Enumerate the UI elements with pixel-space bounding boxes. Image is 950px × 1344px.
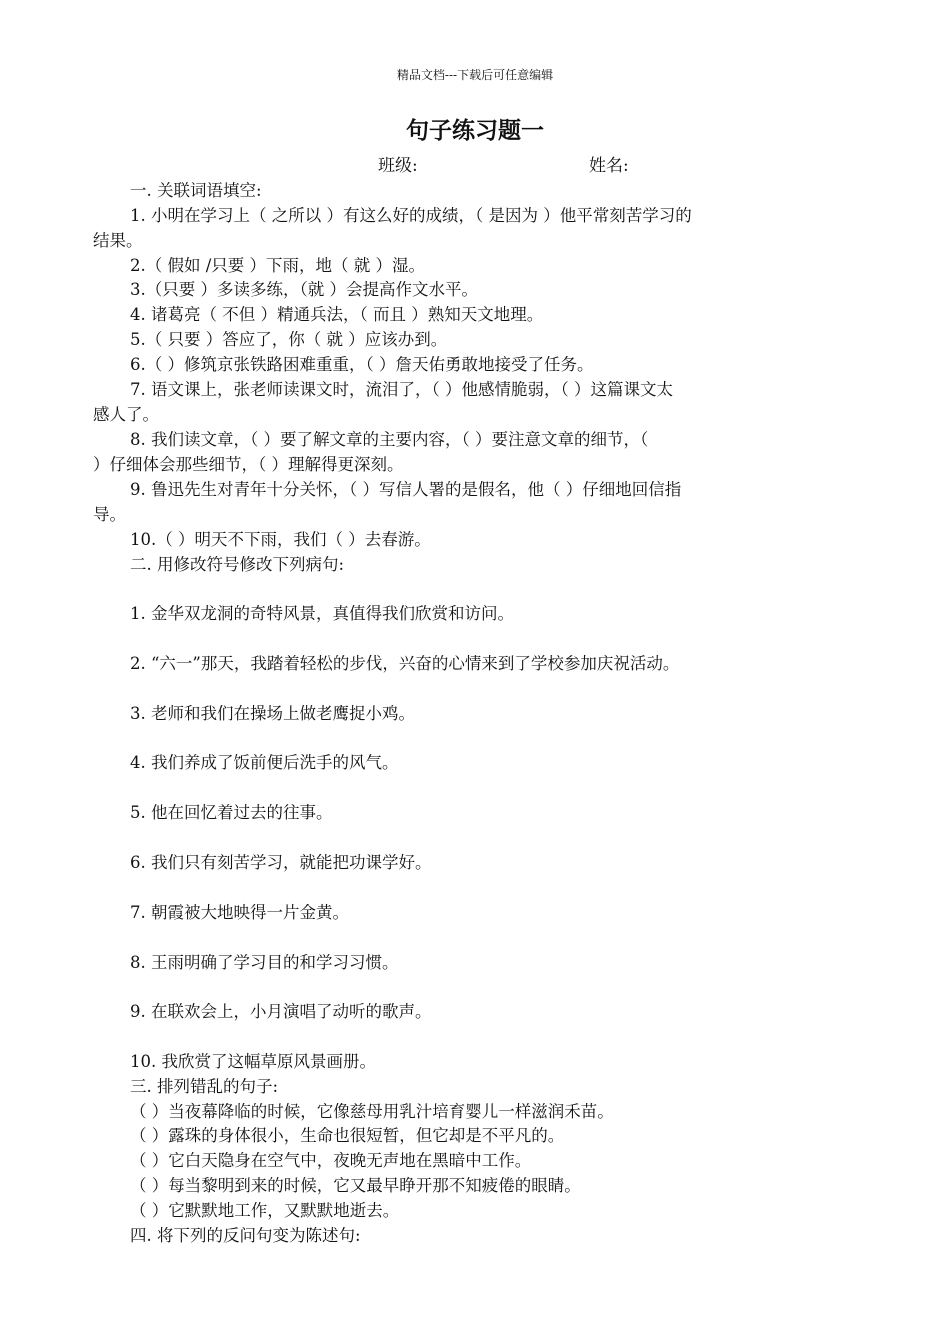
page-header: 精品文档---下载后可任意编辑 (396, 68, 554, 82)
section1-item: 3.（只要 ）多读多练，（就 ）会提高作文水平。 (130, 280, 478, 299)
section1-item: 2.（ 假如 /只要 ）下雨，地（ 就 ）湿。 (130, 256, 426, 275)
section2-item: 5. 他在回忆着过去的往事。 (130, 803, 333, 822)
section2-item: 4. 我们养成了饭前便后洗手的风气。 (130, 753, 399, 772)
section3-item: （ ）露珠的身体很小，生命也很短暂，但它却是不平凡的。 (130, 1126, 565, 1145)
section3-item: （ ）它白天隐身在空气中，夜晚无声地在黑暗中工作。 (130, 1151, 532, 1170)
section2-item: 9. 在联欢会上，小月演唱了动听的歌声。 (130, 1002, 432, 1021)
section3-item: （ ）它默默地工作，又默默地逝去。 (130, 1201, 400, 1220)
section1-item: 导。 (93, 505, 126, 524)
section1-item: ）仔细体会那些细节，（ ）理解得更深刻。 (93, 455, 404, 474)
section1-item: 4. 诸葛亮（ 不但 ）精通兵法，（ 而且 ）熟知天文地理。 (130, 305, 544, 324)
section1-item: 结果。 (93, 231, 143, 250)
name-label: 姓名: (589, 156, 629, 176)
section1-item: 8. 我们读文章，（ ）要了解文章的主要内容，（ ）要注意文章的细节，（ (130, 430, 649, 449)
section3-item: （ ）当夜幕降临的时候，它像慈母用乳汁培育婴儿一样滋润禾苗。 (130, 1102, 614, 1121)
section2-item: 3. 老师和我们在操场上做老鹰捉小鸡。 (130, 704, 415, 723)
section1-item: 1. 小明在学习上（ 之所以 ）有这么好的成绩，（ 是因为 ）他平常刻苦学习的 (130, 206, 692, 225)
section2-item: 2. “六一”那天，我踏着轻松的步伐，兴奋的心情来到了学校参加庆祝活动。 (130, 654, 680, 673)
section2-item: 8. 王雨明确了学习目的和学习习惯。 (130, 953, 399, 972)
section1-item: 9. 鲁迅先生对青年十分关怀，（ ）写信人署的是假名，他（ ）仔细地回信指 (130, 480, 682, 499)
section1-item: 感人了。 (93, 405, 159, 424)
section2-heading: 二. 用修改符号修改下列病句: (130, 555, 345, 574)
section3-item: （ ）每当黎明到来的时候，它又最早睁开那不知疲倦的眼睛。 (130, 1176, 581, 1195)
section2-item: 6. 我们只有刻苦学习，就能把功课学好。 (130, 853, 432, 872)
class-label: 班级: (378, 156, 418, 176)
section1-item: 7. 语文课上，张老师读课文时，流泪了，（ ）他感情脆弱，（ ）这篇课文太 (130, 380, 673, 399)
section1-heading: 一. 关联词语填空: (130, 181, 262, 200)
section1-item: 5.（ 只要 ）答应了，你（ 就 ）应该办到。 (130, 330, 448, 349)
section2-item: 7. 朝霞被大地映得一片金黄。 (130, 903, 349, 922)
section1-item: 10.（ ）明天不下雨，我们（ ）去春游。 (130, 530, 431, 549)
section3-heading: 三. 排列错乱的句子: (130, 1077, 279, 1096)
section2-item: 1. 金华双龙洞的奇特风景，真值得我们欣赏和访问。 (130, 604, 514, 623)
page-title: 句子练习题一 (406, 118, 544, 144)
section1-item: 6.（ ）修筑京张铁路困难重重，（ ）詹天佑勇敢地接受了任务。 (130, 355, 594, 374)
section4-heading: 四. 将下列的反问句变为陈述句: (130, 1226, 361, 1245)
section2-item: 10. 我欣赏了这幅草原风景画册。 (130, 1052, 376, 1071)
